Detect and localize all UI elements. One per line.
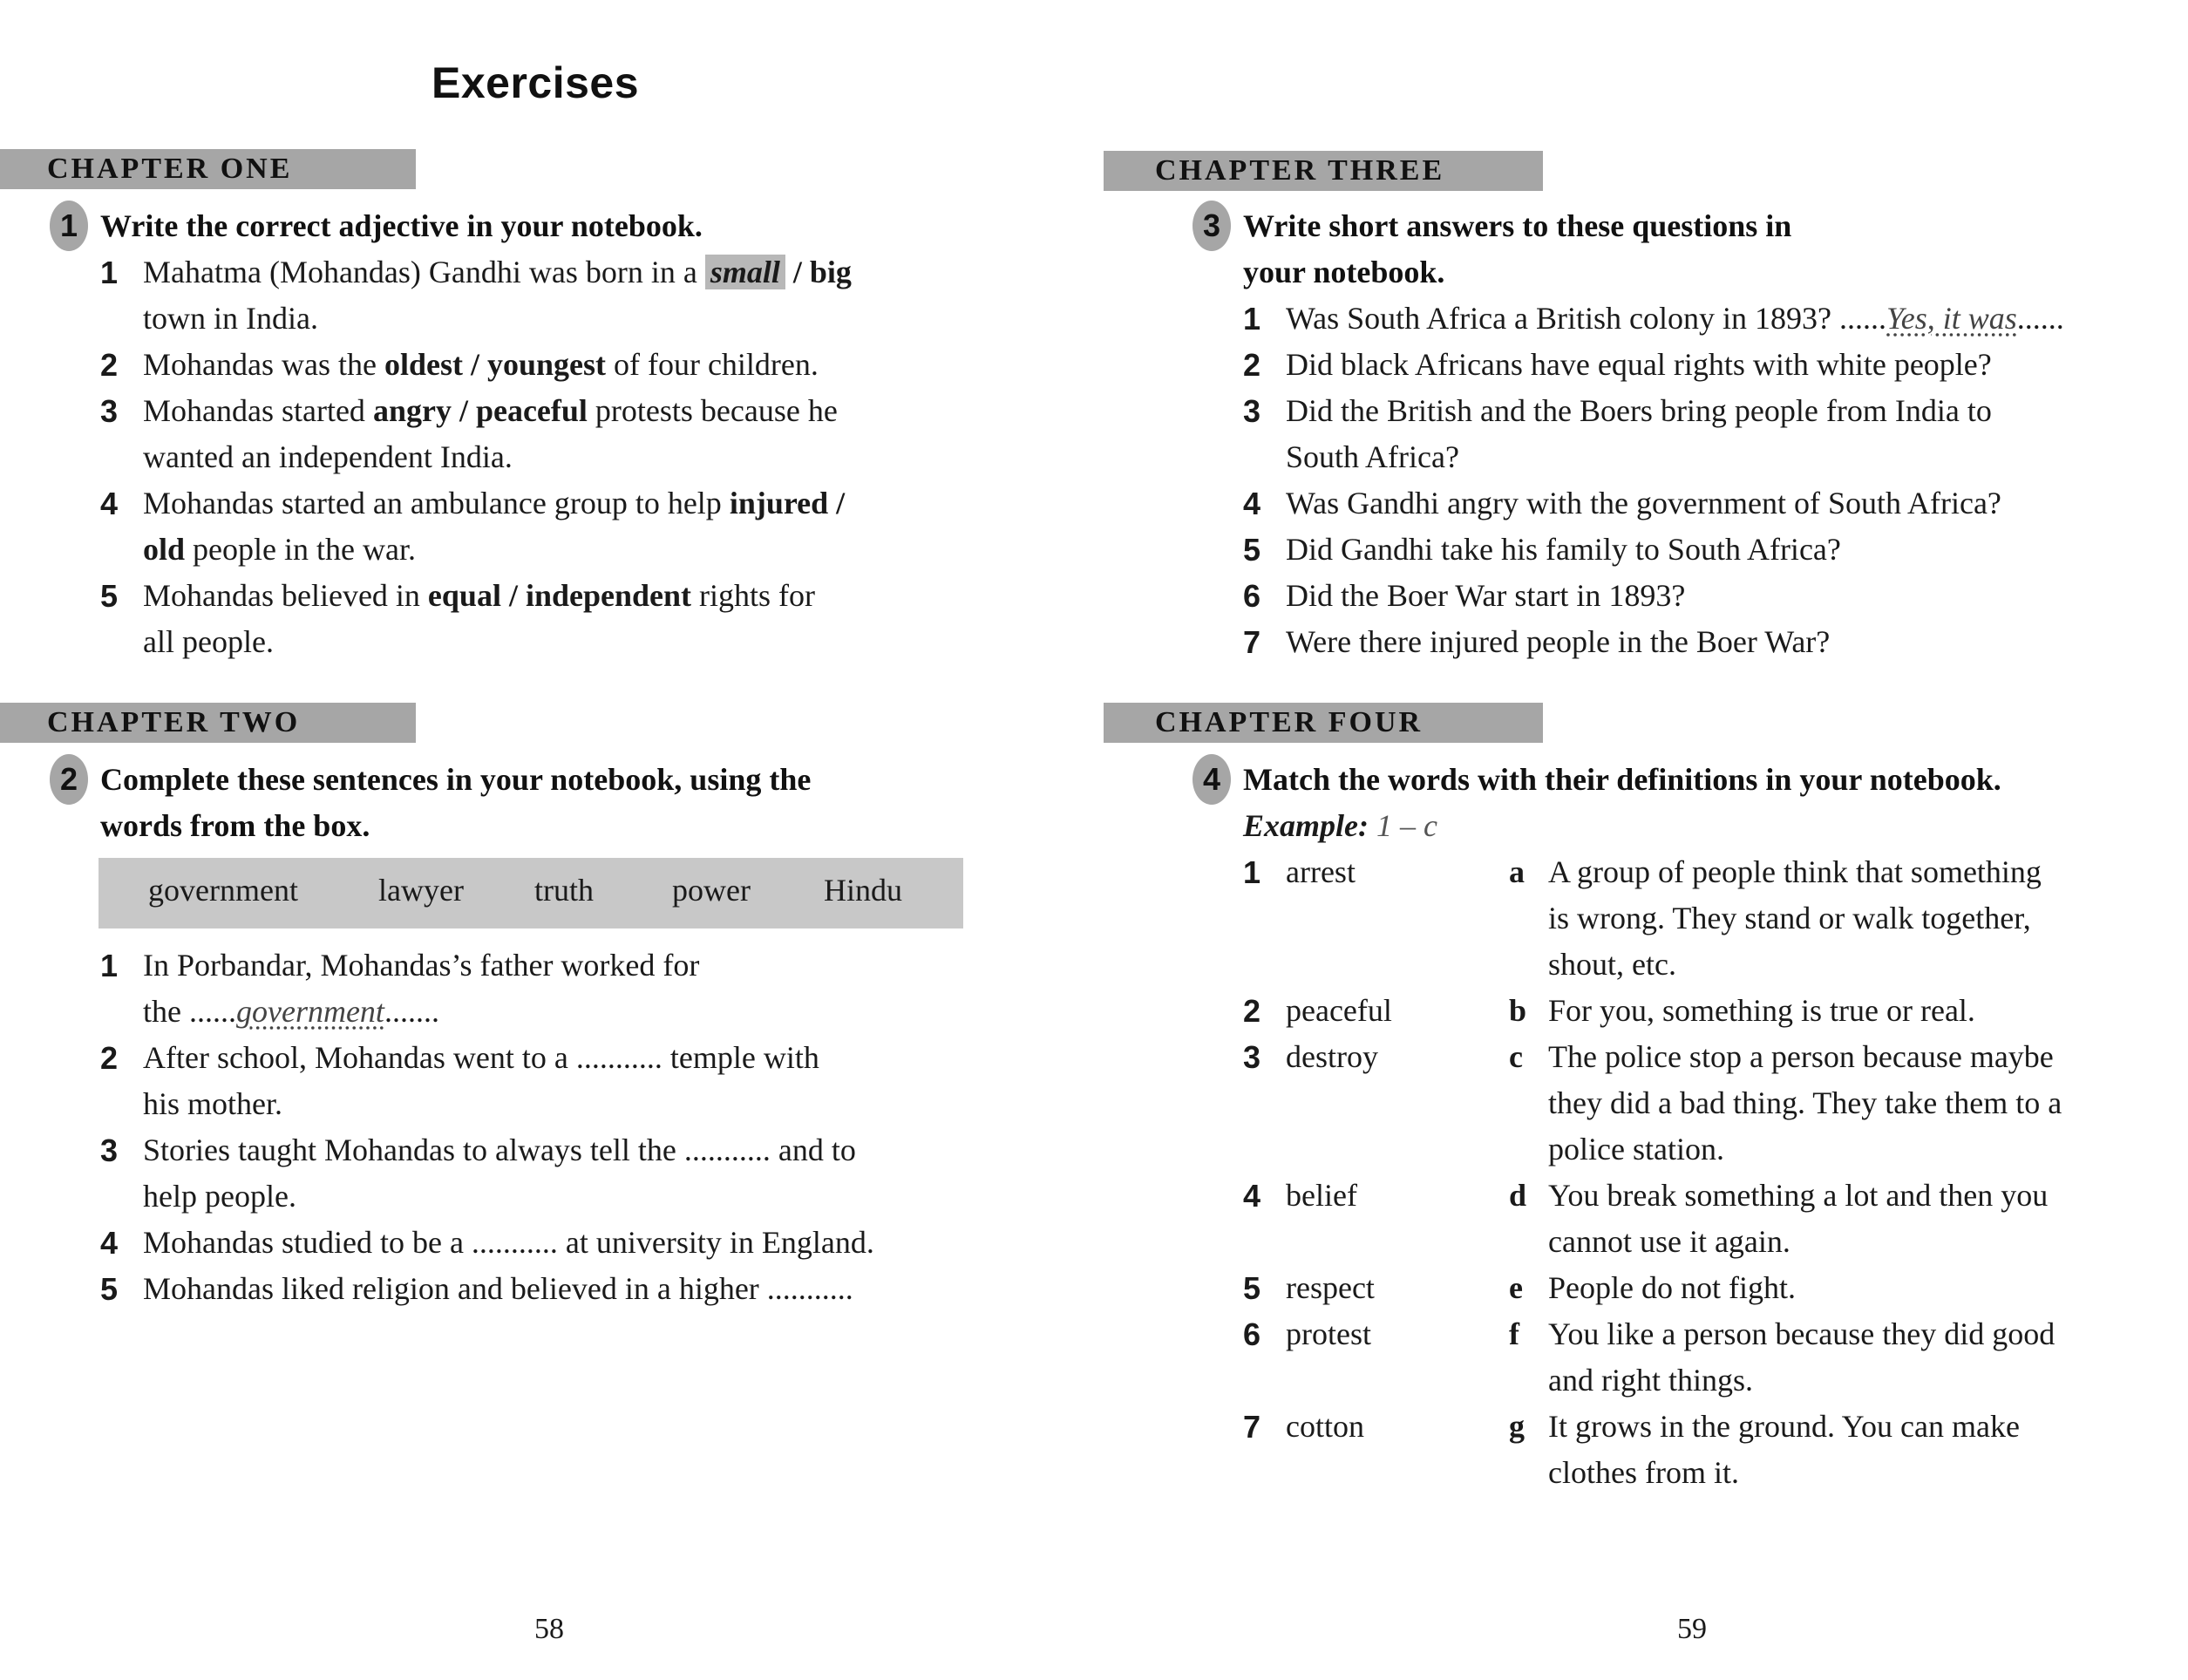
item-number: 5	[1243, 532, 1261, 568]
exercise-4-badge: 4	[1193, 754, 1231, 805]
item-number: 2	[100, 1040, 119, 1076]
item-text: Mahatma (Mohandas) Gandhi was born in a small / big	[143, 255, 852, 289]
item-number: 3	[100, 393, 119, 429]
item-text-line2: the ......government.......	[143, 994, 439, 1029]
item-number: 3	[1243, 393, 1261, 429]
item-text-line2: his mother.	[143, 1086, 282, 1121]
definition-letter-f: f	[1509, 1316, 1519, 1351]
box-word: truth	[534, 873, 594, 908]
highlighted-answer: small	[705, 255, 785, 289]
item-number: 4	[100, 486, 119, 521]
page-title: Exercises	[431, 58, 640, 107]
item-text-line2: wanted an independent India.	[143, 439, 513, 474]
item-number: 1	[100, 948, 119, 983]
sample-answer: government	[235, 994, 384, 1029]
definition-g: It grows in the ground. You can make clothes from it.	[1548, 1409, 2020, 1490]
item-text: Did Gandhi take his family to South Africa?	[1286, 532, 1841, 567]
box-word: lawyer	[378, 873, 464, 908]
item-text: Was South Africa a British colony in 1893? ......Yes, it was......	[1286, 301, 2064, 336]
definition-e: People do not fight.	[1548, 1270, 1796, 1305]
box-word: power	[672, 873, 751, 908]
item-number: 1	[100, 255, 119, 290]
exercise-3-instruction-line1: Write short answers to these questions in	[1243, 208, 1792, 243]
exercise-2-instruction-line2: words from the box.	[100, 808, 370, 843]
item-text: Mohandas liked religion and believed in a higher ...........	[143, 1271, 853, 1306]
box-word: Hindu	[824, 873, 902, 908]
item-text: In Porbandar, Mohandas’s father worked for	[143, 948, 700, 983]
item-text: Did the Boer War start in 1893?	[1286, 578, 1686, 613]
definition-d: You break something a lot and then you cannot use it again.	[1548, 1178, 2049, 1259]
item-number: 3	[100, 1132, 119, 1168]
item-text: After school, Mohandas went to a ........... temple with	[143, 1040, 819, 1075]
chapter-three-heading: CHAPTER THREE	[1155, 154, 1445, 187]
page-number-right: 59	[1677, 1613, 1707, 1645]
item-text: Mohandas was the oldest / youngest of four children.	[143, 347, 819, 382]
exercise-4-instruction: Match the words with their definitions in your notebook.	[1243, 762, 2001, 797]
item-number: 2	[1243, 347, 1261, 383]
definition-letter-e: e	[1509, 1270, 1523, 1305]
right-page: CHAPTER THREE 3 Write short answers to these questions in your notebook. 1 Was South Africa a British colony in 1893? ......Yes, it was...... 2 Did black Africans have equal rights with white people? 3 Did the British and the Boers bring people from India to South Africa? 4 Was Gandhi angry with the government of South Africa? 5 Did Gandhi take his family to South Africa? 6 Did the Boer War start in 1893? 7 Were there injured people in the Boer War? CHAPTER FOUR 4 Match the words with their definitions in your notebook. Example: 1 – c 1 arrest 2 peaceful 3 destroy 4 belief 5 respect 6 protest 7 cotton a A group of people think that something is wrong. They stand or walk together, shout, etc. b For you, something is true or real. c The police stop a person because maybe they did a bad thing. They take them to a police station. d You break something a lot and then you cannot use it again. e People do not fight. f You like a person because they did good and right things. g It grows in the ground. You can make clothes from it. 59	[1094, 0, 2188, 1680]
chapter-two-band	[0, 703, 416, 743]
chapter-one-heading: CHAPTER ONE	[47, 153, 293, 185]
definition-letter-d: d	[1509, 1178, 1527, 1213]
exercise-3-badge: 3	[1193, 201, 1231, 251]
item-text: Did the British and the Boers bring people from India to	[1286, 393, 1992, 428]
chapter-three-band	[1104, 151, 1543, 191]
item-text-line2: all people.	[143, 624, 274, 659]
chapter-two-heading: CHAPTER TWO	[47, 706, 301, 738]
example-line: Example: 1 – c	[1243, 808, 1437, 843]
item-text: Stories taught Mohandas to always tell the ........... and to	[143, 1132, 856, 1167]
exercise-1-instruction: Write the correct adjective in your notebook.	[100, 208, 703, 243]
word-box	[99, 858, 963, 928]
item-number: 5	[100, 1271, 119, 1307]
item-text: Mohandas started an ambulance group to help injured /	[143, 486, 846, 520]
item-number: 4	[1243, 486, 1261, 521]
definition-b: For you, something is true or real.	[1548, 993, 1975, 1028]
item-text-line2: South Africa?	[1286, 439, 1459, 474]
item-text: Did black Africans have equal rights with white people?	[1286, 347, 1992, 382]
item-number: 2	[100, 347, 119, 383]
item-number: 7	[1243, 624, 1261, 660]
item-text: Were there injured people in the Boer War?	[1286, 624, 1831, 659]
exercise-3-instruction-line2: your notebook.	[1243, 255, 1445, 289]
chapter-one-band	[0, 149, 416, 189]
chapter-four-band	[1104, 703, 1543, 743]
exercise-2-instruction-line1: Complete these sentences in your notebook, using the	[100, 762, 812, 797]
exercise-1-badge: 1	[50, 201, 88, 251]
item-text: Mohandas believed in equal / independent rights for	[143, 578, 815, 613]
definition-letter-a: a	[1509, 854, 1525, 889]
item-number: 6	[1243, 578, 1261, 614]
item-text-line2: old people in the war.	[143, 532, 416, 567]
definition-letter-b: b	[1509, 993, 1527, 1028]
definition-letter-g: g	[1509, 1409, 1525, 1444]
item-text-line2: help people.	[143, 1179, 296, 1214]
definition-letter-c: c	[1509, 1039, 1523, 1074]
item-number: 1	[1243, 301, 1261, 337]
definition-a: A group of people think that something is wrong. They stand or walk together, shout, etc.	[1548, 854, 2042, 982]
item-text: Mohandas studied to be a ........... at university in England.	[143, 1225, 874, 1260]
item-number: 4	[100, 1225, 119, 1261]
box-word: government	[148, 873, 298, 908]
item-number: 5	[100, 578, 119, 614]
definition-f: You like a person because they did good and right things.	[1548, 1316, 2055, 1398]
item-text: Mohandas started angry / peaceful protests because he	[143, 393, 838, 428]
definition-c: The police stop a person because maybe they did a bad thing. They take them to a police station.	[1548, 1039, 2062, 1166]
sample-answer: Yes, it was	[1886, 301, 2017, 336]
exercise-2-badge: 2	[50, 754, 88, 805]
item-text-line2: town in India.	[143, 301, 318, 336]
page-number-left: 58	[534, 1613, 564, 1645]
chapter-four-heading: CHAPTER FOUR	[1155, 706, 1424, 738]
item-text: Was Gandhi angry with the government of South Africa?	[1286, 486, 2001, 520]
